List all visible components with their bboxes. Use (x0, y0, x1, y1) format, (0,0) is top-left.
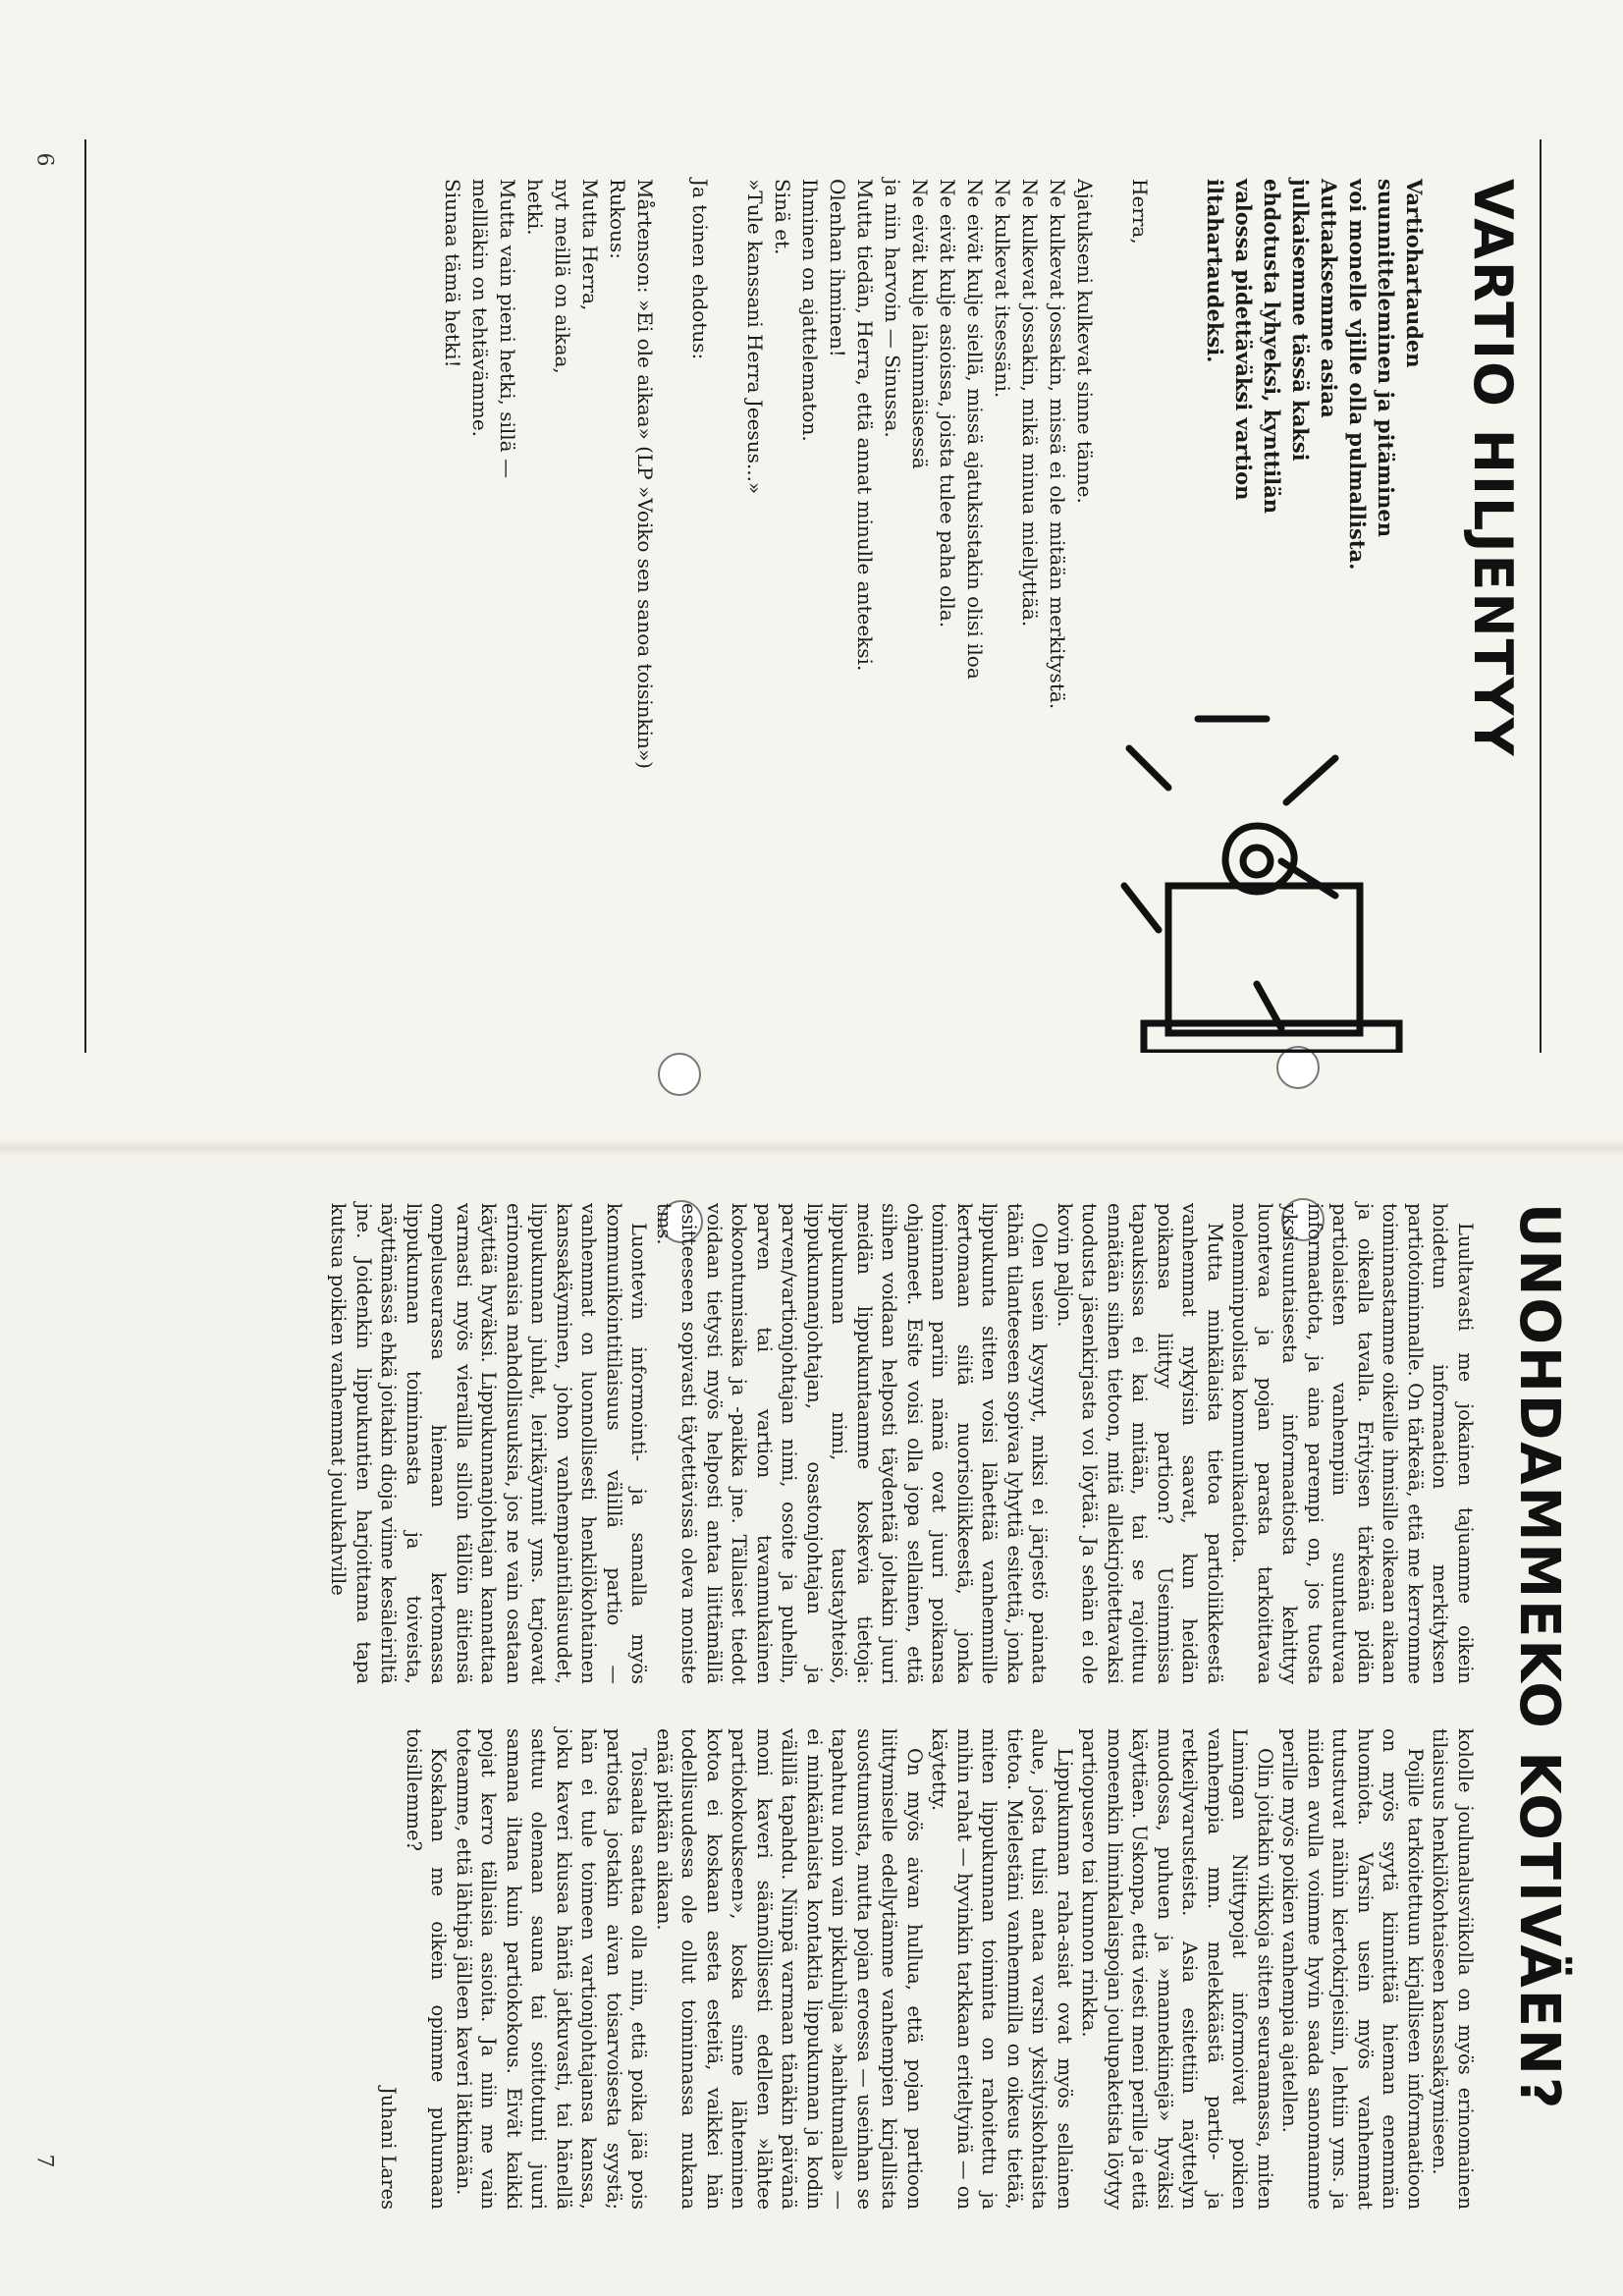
prayer-line: Olenhan ihminen! (826, 179, 849, 357)
prayer-line: Siunaa tämä hetki! (441, 179, 464, 368)
intro-paragraph: Vartiohartauden suunnitteleminen ja pitäminen voi monelle vjille olla pulmallista. Auttaaksemme asiaa julkaisemme tässä kaksi ehdotusta lyhyeksi, kynttilän valossa pidettäväksi vartion iltahartaudeksi. (1203, 179, 1427, 571)
paragraph: On myös aivan hullua, että pojan partioon liittymiselle edellytämme vanhempien kirjallista suostumusta, mutta pojan eroessa — useinhan se tapahtuu noin vain pikkuhiljaa »haihtumalla» — ei minkäänlaista kontaktia lippukunnan ja kodin välillä tapahdu. Niinpä varmaan tänäkin päivänä moni kaveri säännöllisesti edelleen »lähtee partiokokoukseen», koska sinne lähteminen kotoa ei koskaan aseta esteitä, vaikkei hän todellisuudessa ole ollut toiminnassa mukana enää pitkään aikaan. (653, 1728, 926, 2210)
paragraph: kololle joulunalusviikolla on myös erinomainen tilaisuus henkilökohtaiseen kanssakäymiseen. (1429, 1728, 1477, 2210)
author-signature: Juhani Lares (377, 2087, 401, 2210)
prayer-line: Ne kulkevat itsessäni. (991, 179, 1014, 399)
page-title: VARTIO HILJENTYY (1462, 179, 1524, 758)
page-title: UNOHDAMMEKO KOTIVÄEN? (1507, 1203, 1571, 2111)
prayer-line: Ajatukseni kulkevat sinne tänne. (1073, 179, 1097, 504)
paragraph: Koskahan me oikein opimme puhumaan toisillemme? (403, 1728, 451, 2210)
text-column-2 (376, 1728, 1478, 2210)
prayer-line: Ne eivät kulje siellä, missä ajatuksistakin olisi iloa (963, 179, 987, 680)
flame-core (1243, 847, 1271, 875)
spacer (1099, 179, 1126, 1043)
paragraph: Olen usein kysynyt, miksi ei järjestö painata tähän tilanteeseen sopivaa lyhyttä esitettä, jonka lippukunta sitten voisi lähettää vanhemmille kertomaan siitä nuorisoliikkeestä, jonka toiminnan pariin nämä ovat juuri poikansa ohjanneet. Esite voisi olla jopa sellainen, että siihen voidaan helposti täydentää joltakin juuri meidän lippukuntaamme koskevia tietoja: lippukunnan nimi, taustayhteisö, lippukunnanjohtajan, osastonjohtajan ja parven/vartionjohtajan nimi, osoite ja puhelin, parven tai vartion tavanmukainen kokoontumisaika ja -paikka jne. Tällaiset tiedot voidaan tietysti myös helposti antaa liittämällä esitteeseen sopivasti täytettävissä oleva moniste tms. (653, 1203, 1052, 1684)
prayer-line: Ihminen on ajattelematon. (798, 179, 822, 442)
prayer-line: Rukous: (606, 179, 629, 259)
paragraph: Luontevin informointi- ja samalla myös kommunikointitilaisuus välillä partio — vanhemmat on luonnollisesti henkilökohtainen kanssakäyminen, johon vanhempaintilaisuudet, lippukunnan juhlat, leirikäynnit yms. tarjoavat erinomaisia mahdollisuuksia, jos ne vain osataan käyttää hyväksi. Lippukunnanjohtajan kannattaa varmasti myös vieraillla silloin tällöin äitiensä ompeluseurassa hiemaan kertomassa lippukunnan toiminnasta ja toiveista, näyttämässä ehkä joitakin dioja viime kesäleiriltä jne. Joidenkin lippukuntien harjoittama tapa kutsua poikien vanhemmat joulukahville (327, 1203, 651, 1684)
prayer-line: Ne kulkevat jossakin, mikä minua miellyttää. (1018, 179, 1042, 628)
prayer-line: Ne eivät kulje asioissa, joista tulee paha olla. (936, 179, 959, 629)
prayer-line: Ne kulkevat jossakin, missä ei ole mitään merkitystä. (1046, 179, 1069, 710)
spacer (714, 179, 741, 1043)
center-fold (0, 1139, 1623, 1157)
prayer-text (439, 179, 1154, 1043)
text-column-1 (326, 1203, 1478, 1684)
prayer-line: Ja toinen ehdotus: (688, 179, 712, 360)
ray-2 (1286, 758, 1335, 802)
prayer-line: nyt meillä on aikaa, (551, 179, 574, 374)
spacer (659, 179, 686, 1043)
article-vartio-hiljentyy (79, 139, 1542, 1053)
prayer-line: hetki. (523, 179, 547, 236)
article-unohdammeko-kotivaen (79, 1203, 1571, 2239)
prayer-line: Ne eivät kulje lähimmäisessä (908, 179, 932, 469)
prayer-line: Mutta vain pieni hetki, sillä — (496, 179, 519, 478)
prayer-line: ja niin harvoin — Sinussa. (881, 179, 904, 438)
prayer-line: Herra, (1128, 179, 1152, 245)
page-number-6: 6 (31, 152, 57, 167)
prayer-line: Mutta tiedän, Herra, että annat minulle anteeksi. (853, 179, 877, 672)
prayer-line: mellläkin on tehtävämme. (468, 179, 492, 438)
page-number-7: 7 (31, 2154, 57, 2168)
paragraph: Olin joitakin viikkoja sitten seuraamassa, miten Limingan Niittypojat informoivat poikien vanhempia mm. melekkäästä partio- ja retkeilyvarusteista. Asia esitettiin näyttelyn muodossa, puhuen ja »mannekiinejä» hyväksi käyttäen. Uskonpa, että viesti meni perille ja että moneenkin liminkalaispojan joulupaketista löytyy partiopusero tai kunnon rinkka. (1078, 1728, 1276, 2210)
paragraph: Pojille tarkoitettuun kirjalliseen informaatioon on myös syytä kiinnittää hieman enemmän huomiota. Varsin usein myös vanhemmat tutustuvat näihin kiertokirjeisiin, lehtiin yms. ja niiden avulla voimme hyvin saada sanomamme perille myös poikien vanhempia ajatellen. (1278, 1728, 1427, 2210)
candle-body (1168, 886, 1360, 1033)
paragraph: Lippukunnan raha-asiat ovat myös sellainen alue, josta tulisi antaa varsin yksityiskohtaista tietoa. Mielestäni vanhemmilla on oikeus tietää, miten lippukunnan toiminta on rahoitettu ja mihin rahat — hyvinkin tarkkaan eriteltyinä — on käytetty. (928, 1728, 1076, 2210)
prayer-line: Mårtenson: »Ei ole aikaa» (LP »Voiko sen sanoa toisinkin») (633, 179, 657, 769)
paragraph: Luultavasti me jokainen tajuamme oikein hoidetun informaation merkityksen partiotoiminnalle. On tärkeää, että me kerromme toiminnastamme oikeille ihmisille oikeaan aikaan ja oikealla tavalla. Erityisen tärkeänä pidän partiolaisten vanhempiin suuntautuvaa informaatiota, ja aina parempi on, jos tuosta yksisuuntaisesta informaatiosta kehittyy luontevaa ja pojan parasta tarkoittavaa molemminpuolista kommunikaatiota. (1228, 1203, 1477, 1684)
paragraph: Toisaalta saattaa olla niin, että poika jää pois partiosta jostakin aivan toisarvoisesta syystä; hän ei tule toimeen vartionjohtajansa kanssa, joku kaveri kiusaa häntä jatkuvasti, tai hänellä sattuu olemaan sauna tai soittotunti juuri samana iltana kuin partiokokous. Eivät kaikki pojat kerro tällaisia asioita. Ja niin me vain toteamme, että lähtipä jälleen kaveri lätkimään. (453, 1728, 651, 2210)
binding-hole-top (658, 1053, 701, 1096)
paragraph: Mutta minkälaista tietoa partioliikkeestä vanhemmat nykyisin saavat, kun heidän poikansa liittyy partioon? Useimmissa tapauksissa ei kai mitään, tai se rajoittuu ennätään siihen tietoon, mitä allekirjoitettavaksi tuodusta jäsenkirjasta voi löytää. Ja sehän ei ole kovin paljon. (1054, 1203, 1226, 1684)
prayer-line: Sinä et. (771, 179, 794, 255)
prayer-line: Mutta Herra, (578, 179, 602, 311)
prayer-line: »Tule kanssani Herra Jeesus...» (743, 179, 767, 495)
